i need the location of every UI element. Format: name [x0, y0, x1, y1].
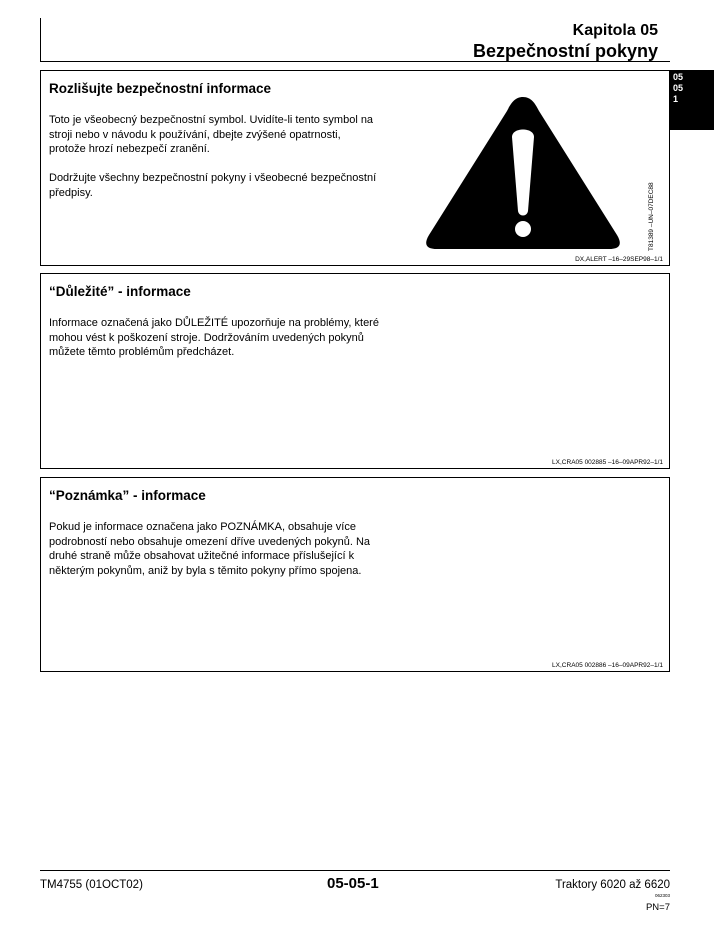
- header-left-rule: [40, 18, 41, 62]
- section-title: Rozlišujte bezpečnostní informace: [49, 81, 272, 96]
- section-body: [49, 520, 379, 593]
- figure-reference: T81389 –UN–07DEC88: [648, 182, 655, 251]
- section-title: “Důležité” - informace: [49, 284, 191, 299]
- product-name: Traktory 6020 až 6620: [555, 879, 670, 891]
- chapter-title: Bezpečnostní pokyny: [472, 41, 658, 61]
- section-title: “Poznámka” - informace: [49, 488, 206, 503]
- page-number: 05-05-1: [327, 875, 379, 892]
- warning-triangle-icon: [423, 93, 623, 251]
- page-sequence: PN=7: [645, 902, 670, 913]
- footer-rule: [40, 870, 670, 871]
- paragraph: Dodržujte všechny bezpečnostní pokyny i všeobecné bezpečnostní předpisy.: [49, 172, 377, 199]
- section-body: [49, 113, 379, 215]
- section-body: [49, 316, 379, 374]
- section-reference: DX,ALERT –16–29SEP98–1/1: [575, 256, 663, 263]
- section-reference: LX,CRA05 002885 –16–09APR92–1/1: [552, 459, 663, 466]
- paragraph: Informace označená jako DŮLEŽITÉ upozorňuje na problémy, které mohou vést k poškození stroje. Dodržováním uvedených pokynů můžete těmto problémům předcházet.: [49, 317, 379, 358]
- print-code: 062303: [654, 893, 670, 898]
- chapter-number: Kapitola 05: [572, 22, 658, 39]
- side-tab-line: 05: [673, 83, 684, 93]
- side-tab-line: 1: [673, 94, 679, 104]
- chapter-side-tab: [669, 70, 714, 130]
- paragraph: Pokud je informace označena jako POZNÁMKA, obsahuje více podrobností nebo obsahuje omezení dříve uvedených pokynů. Na druhé straně může obsahovat užitečné informace příslušející k některým pokynům, aniž by byla s těmito pokyny přímo spojena.: [49, 521, 371, 577]
- section-safety-information: [40, 70, 670, 266]
- paragraph: Toto je všeobecný bezpečnostní symbol. Uvidíte-li tento symbol na stroji nebo v návodu k používání, dbejte zvýšené opatrnosti, protože hrozí nebezpečí zranění.: [49, 114, 374, 155]
- section-important-information: [40, 273, 670, 469]
- document-code: TM4755 (01OCT02): [40, 879, 143, 891]
- chapter-heading: [473, 22, 658, 62]
- section-reference: LX,CRA05 002886 –16–09APR92–1/1: [552, 662, 663, 669]
- side-tab-line: 05: [673, 72, 684, 82]
- section-note-information: [40, 477, 670, 672]
